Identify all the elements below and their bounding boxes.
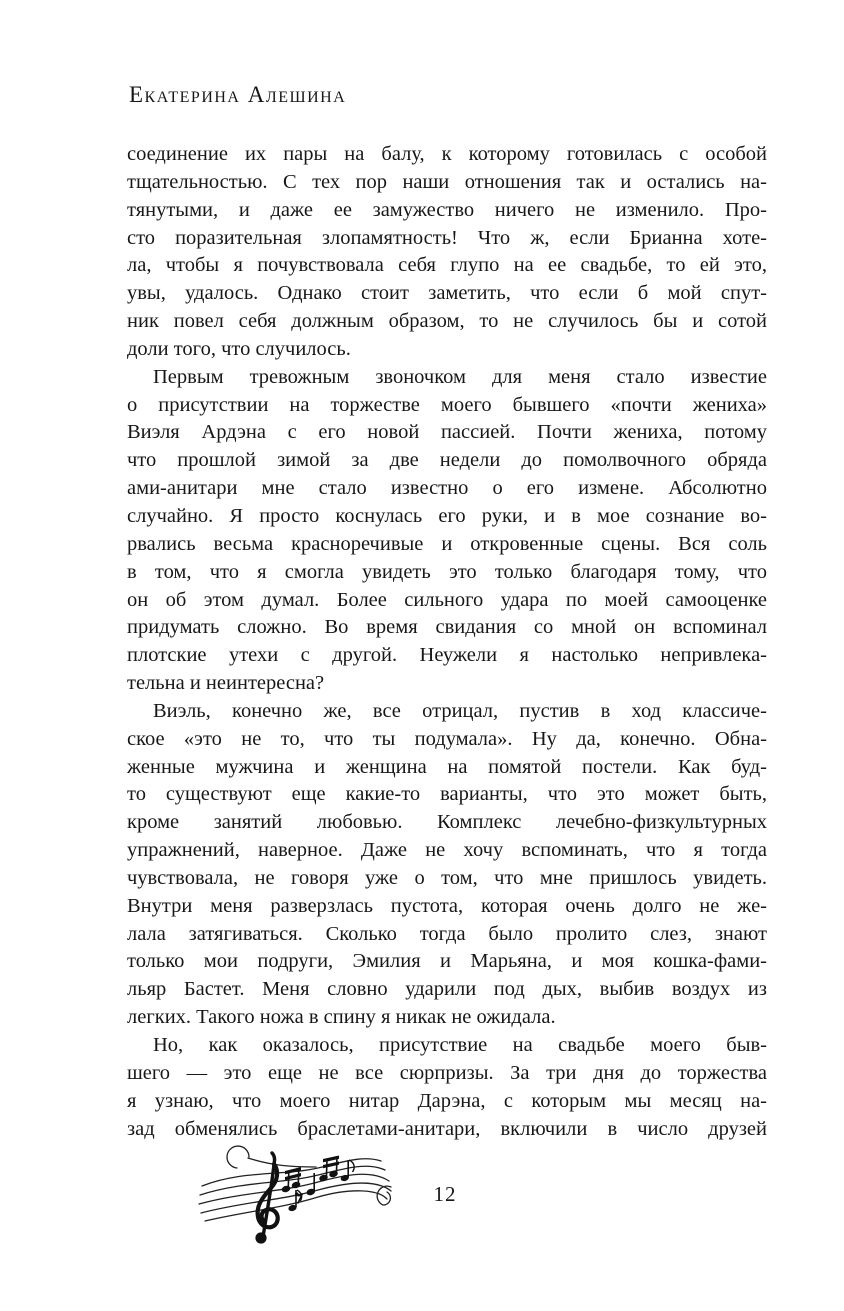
- text-line: ами-анитари мне стало известно о его измене. Абсолютно: [127, 477, 767, 500]
- body-text: [127, 141, 767, 1143]
- text-line: соединение их пары на балу, к которому готовилась с особой: [127, 143, 767, 165]
- text-line: зад обменялись браслетами-анитари, включили в число друзей: [127, 1117, 767, 1140]
- text-line: случайно. Я просто коснулась его руки, и в мое сознание во-: [127, 504, 767, 527]
- text-line: плотские утехи с другой. Неужели я настолько непривлека-: [127, 644, 767, 667]
- text-line: сто поразительная злопамятность! Что ж, если Брианна хоте-: [127, 226, 767, 249]
- text-line: я узнаю, что моего нитар Дарэна, с которым мы месяц на-: [127, 1089, 767, 1112]
- text-line: чувствовала, не говоря уже о том, что мне пришлось увидеть.: [127, 866, 767, 889]
- text-line: кроме занятий любовью. Комплекс лечебно-физкультурных: [127, 811, 767, 834]
- text-line: Внутри меня разверзлась пустота, которая очень долго не же-: [127, 894, 767, 917]
- text-line: легких. Такого ножа в спину я никак не ожидала.: [127, 1006, 556, 1029]
- text-line: Виэля Ардэна с его новой пассией. Почти жениха, потому: [127, 421, 767, 444]
- text-line: тянутыми, и даже ее замужество ничего не изменило. Про-: [127, 198, 767, 221]
- page-number: 12: [433, 1182, 457, 1206]
- text-line: рвались весьма красноречивые и откровенные сцены. Вся соль: [127, 532, 767, 555]
- text-line: увы, удалось. Однако стоит заметить, что если б мой спут-: [127, 282, 767, 305]
- text-line: Но, как оказалось, присутствие на свадьбе моего быв-: [153, 1034, 767, 1056]
- treble-clef-icon: [188, 1140, 398, 1280]
- text-line: только мои подруги, Эмилия и Марьяна, и моя кошка-фами-: [127, 950, 767, 973]
- text-line: Виэль, конечно же, все отрицал, пустив в ход классиче-: [153, 699, 767, 722]
- text-line: ла, чтобы я почувствовала себя глупо на ее свадьбе, то ей это,: [127, 254, 767, 277]
- text-line: что прошлой зимой за две недели до помолвочного обряда: [127, 449, 767, 472]
- text-line: шего — это еще не все сюрпризы. За три дня до торжества: [127, 1061, 767, 1084]
- text-line: тщательностью. С тех пор наши отношения так и остались на-: [127, 170, 767, 193]
- text-line: то существуют еще какие-то варианты, что это может быть,: [127, 783, 767, 806]
- text-line: доли того, что случилось.: [127, 337, 351, 360]
- text-line: лала затягиваться. Сколько тогда было пролито слез, знают: [127, 922, 767, 945]
- text-line: о присутствии на торжестве моего бывшего «почти жениха»: [127, 393, 767, 416]
- text-line: ник повел себя должным образом, то не случилось бы и сотой: [127, 310, 767, 333]
- text-line: тельна и неинтересна?: [127, 672, 325, 695]
- music-notes-ornament: [188, 1140, 398, 1285]
- text-line: льяр Бастет. Меня словно ударили под дых, выбив воздух из: [127, 978, 767, 1001]
- text-line: женные мужчина и женщина на помятой постели. Как буд-: [127, 755, 767, 778]
- running-header-author: Екатерина Алешина: [129, 82, 347, 107]
- text-line: упражнений, наверное. Даже не хочу вспоминать, что я тогда: [127, 839, 767, 862]
- text-line: в том, что я смогла увидеть это только благодаря тому, что: [127, 560, 767, 583]
- text-line: ское «это не то, что ты подумала». Ну да, конечно. Обна-: [127, 727, 767, 750]
- text-line: Первым тревожным звоночком для меня стало известие: [153, 365, 767, 388]
- text-line: он об этом думал. Более сильного удара по моей самооценке: [127, 588, 767, 611]
- text-line: придумать сложно. Во время свидания со мной он вспоминал: [127, 616, 767, 639]
